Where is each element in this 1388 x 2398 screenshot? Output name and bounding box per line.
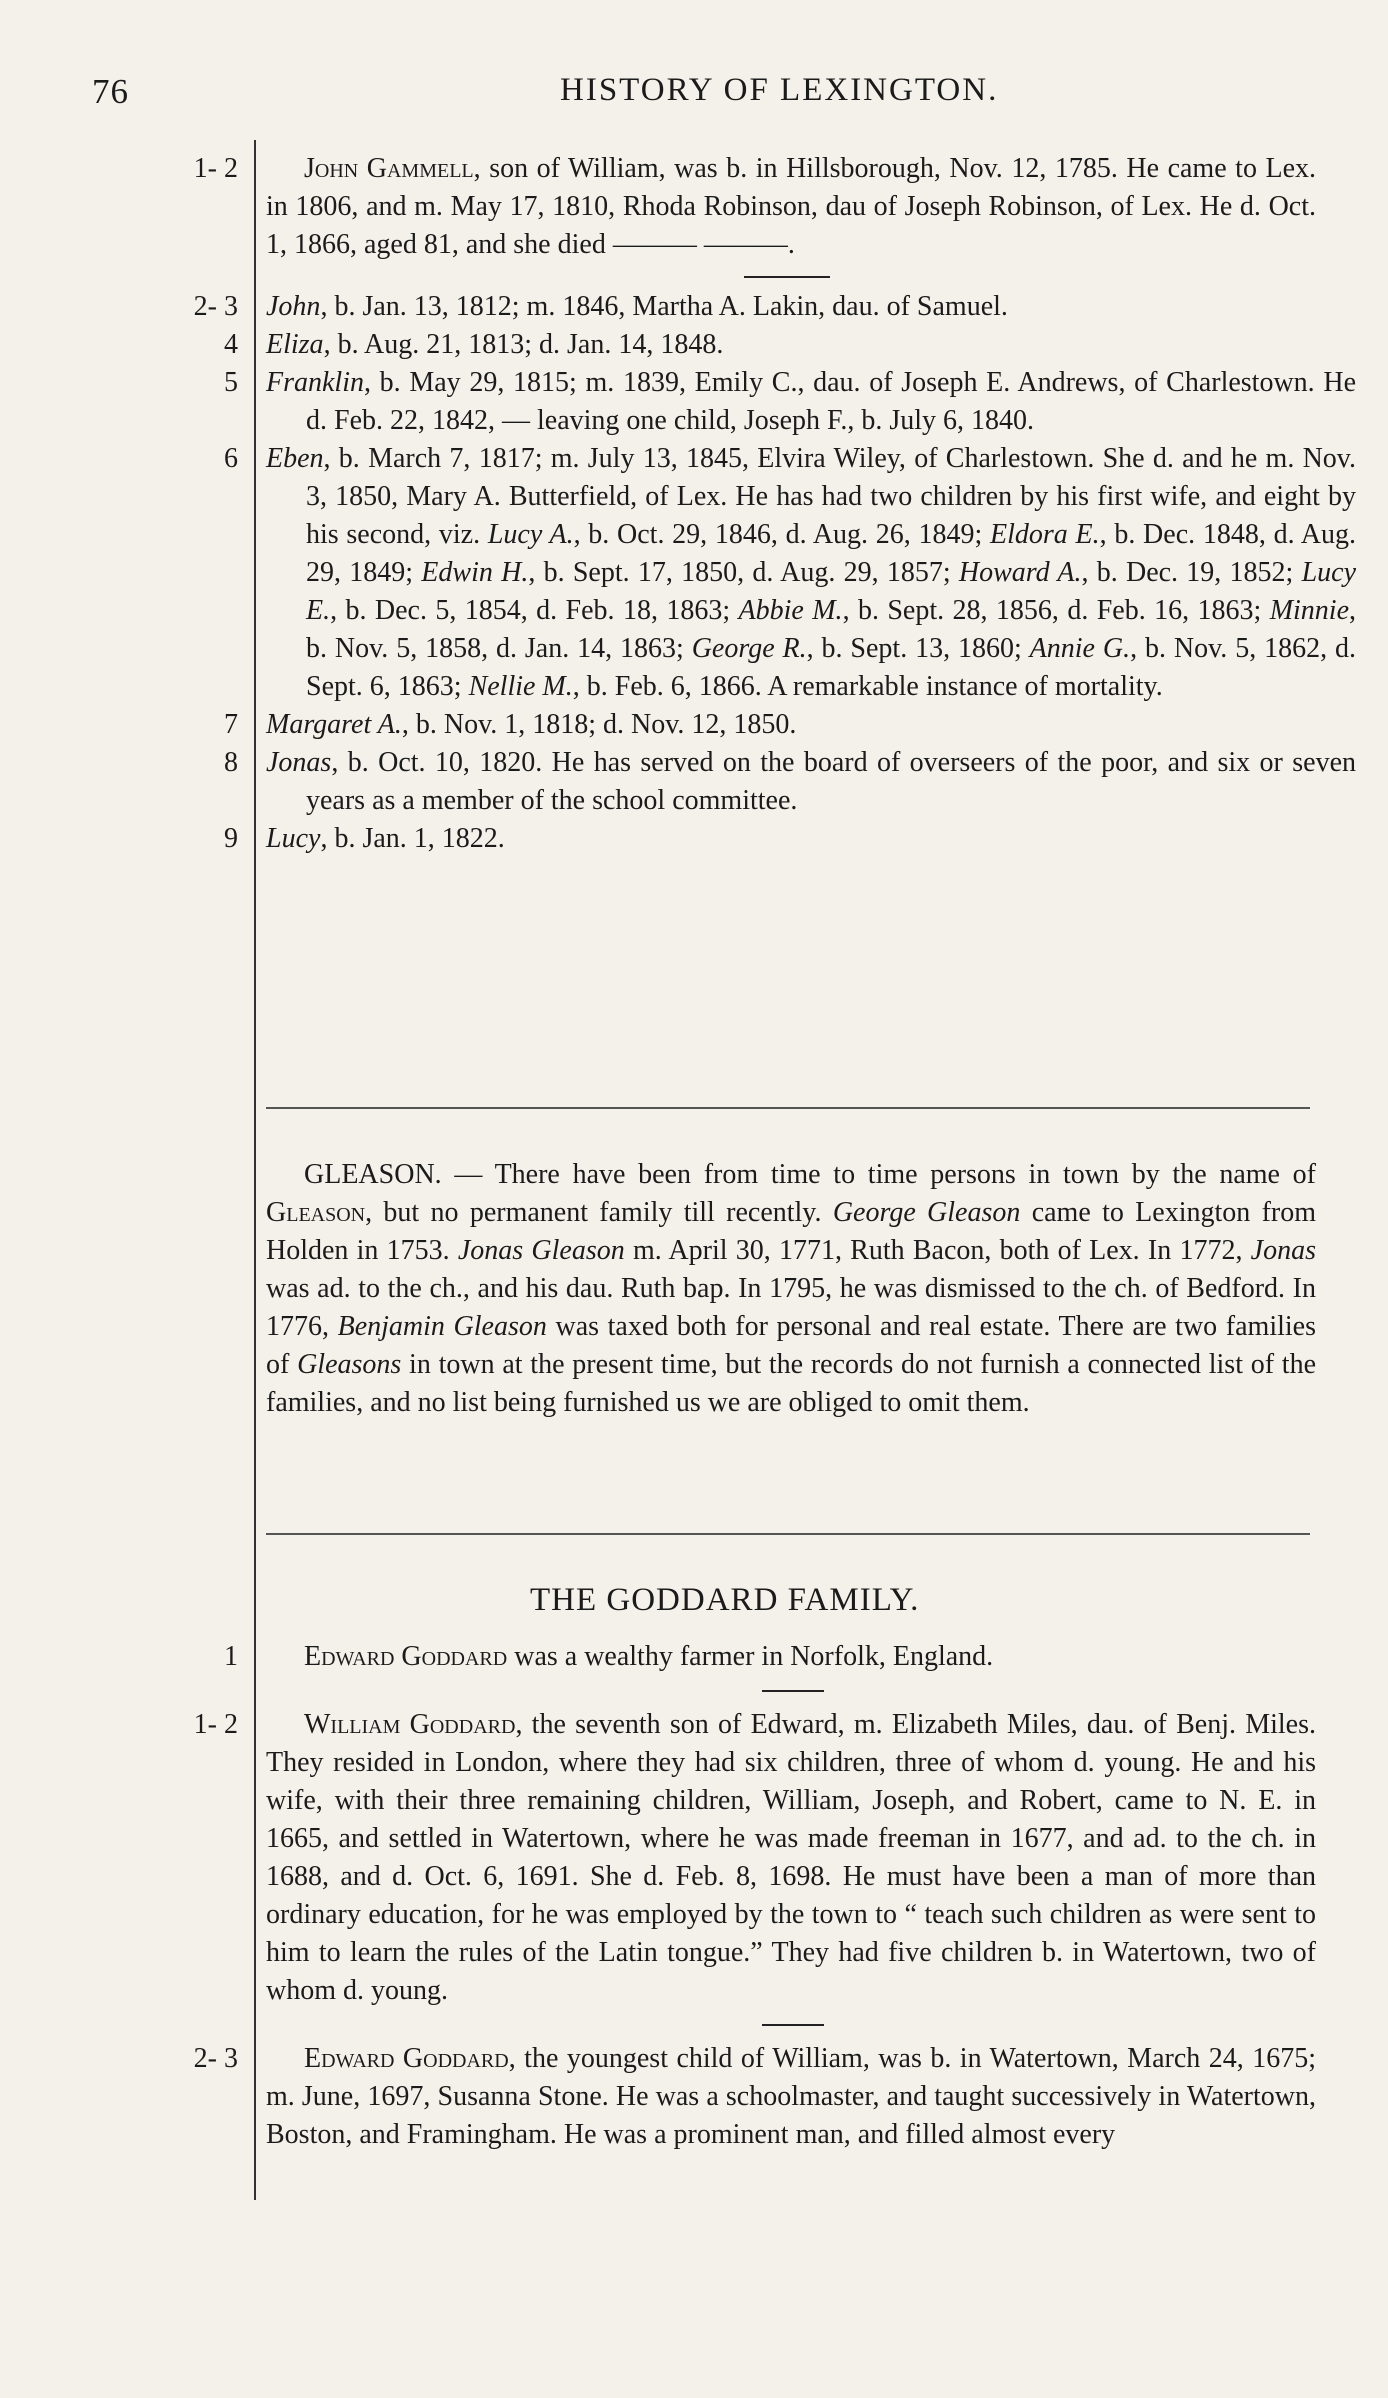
person-name: John xyxy=(266,291,321,322)
generation-number: 6 xyxy=(224,443,238,474)
section-divider xyxy=(266,1107,1310,1109)
gleason-paragraph xyxy=(266,1156,1316,1422)
person-name: John Gammell xyxy=(304,153,474,184)
child-dates: , b. Dec. 19, 1852; xyxy=(1081,557,1302,588)
paragraph-text: m. April 30, 1771, Ruth Bacon, both of Lex. In 1772, xyxy=(624,1235,1251,1266)
entry-body: , b. Jan. 1, 1822. xyxy=(320,823,505,854)
entry-child xyxy=(0,440,1388,706)
paragraph-text: came to Lexington from Holden in 1753. xyxy=(266,1197,1317,1266)
entry-body: , b. Aug. 21, 1813; d. Jan. 14, 1848. xyxy=(323,329,724,360)
entry-body: , b. March 7, 1817; m. July 13, 1845, Elvira Wiley, of Charlestown. She d. and he m. Nov. 3, 1850, Mary A. Butterfield, of Lex. He has had two children by his first wife, and eight by his second, viz. xyxy=(306,443,1356,550)
person-name: Jonas xyxy=(266,747,332,778)
generation-number: 4 xyxy=(224,329,238,360)
child-name: Annie G. xyxy=(1029,633,1131,664)
child-name: Eldora E. xyxy=(990,519,1100,550)
entry-john-gammell xyxy=(0,150,1388,264)
page-header xyxy=(0,72,1388,122)
goddard-section xyxy=(0,1638,1388,2154)
child-dates: , b. Feb. 6, 1866. A remarkable instance of mortality. xyxy=(572,671,1163,702)
child-dates: , b. Sept. 13, 1860; xyxy=(806,633,1030,664)
person-name: Benjamin Gleason xyxy=(337,1311,547,1342)
entry-edward-goddard xyxy=(0,1638,1388,1676)
separator xyxy=(0,2010,1388,2040)
section-title: THE GODDARD FAMILY. xyxy=(530,1582,920,1618)
entry-text xyxy=(266,440,1356,706)
child-dates: , b. Sept. 28, 1856, d. Feb. 16, 1863; xyxy=(842,595,1270,626)
page-number: 76 xyxy=(92,72,129,111)
entry-edward-goddard-jr xyxy=(0,2040,1388,2154)
person-name: Eliza xyxy=(266,329,324,360)
person-name: Jonas Gleason xyxy=(457,1235,625,1266)
entry-body: , the youngest child of William, was b. in Watertown, March 24, 1675; m. June, 1697, Susanna Stone. He was a schoolmaster, and taught successively in Watertown, Boston, and Framingham. He was a prominent man, and filled almost every xyxy=(266,2043,1316,2150)
entry-child xyxy=(0,820,1388,858)
entry-body: , b. Jan. 13, 1812; m. 1846, Martha A. Lakin, dau. of Samuel. xyxy=(320,291,1008,322)
generation-number: 1- 2 xyxy=(193,153,238,184)
generation-number: 1- 2 xyxy=(193,1709,238,1740)
paragraph-text: in town at the present time, but the records do not furnish a connected list of the families, and no list being furnished us we are obliged to omit them. xyxy=(266,1349,1316,1418)
entry-body: , the seventh son of Edward, m. Elizabeth Miles, dau. of Benj. Miles. They resided in London, where they had six children, three of whom d. young. He and his wife, with their three remaining children, William, Joseph, and Robert, came to N. E. in 1665, and settled in Watertown, where he was made freeman in 1677, and ad. to the ch. in 1688, and d. Oct. 6, 1691. She d. Feb. 8, 1698. He must have been a man of more than ordinary education, for he was employed by the town to “ teach such children as were sent to him to learn the rules of the Latin tongue.” They had five children b. in Watertown, two of whom d. young. xyxy=(266,1709,1317,2006)
generation-number: 8 xyxy=(224,747,238,778)
person-name: Eben xyxy=(266,443,324,474)
child-dates: , b. Nov. 5, 1862, d. Sept. 6, 1863; xyxy=(306,633,1356,702)
entry-child xyxy=(0,706,1388,744)
paragraph-text: was taxed both for personal and real estate. There are two families of xyxy=(266,1311,1316,1380)
child-name: Edwin H. xyxy=(421,557,529,588)
short-rule xyxy=(744,276,830,278)
surname: Gleason xyxy=(266,1197,366,1228)
entry-text xyxy=(266,1706,1316,2010)
entry-text xyxy=(266,2040,1316,2154)
person-name: William Goddard xyxy=(304,1709,516,1740)
entry-text xyxy=(266,150,1316,264)
entry-body: , b. Oct. 10, 1820. He has served on the board of overseers of the poor, and six or seven years as a member of the school committee. xyxy=(306,747,1356,816)
child-dates: , b. Sept. 17, 1850, d. Aug. 29, 1857; xyxy=(528,557,959,588)
paragraph-text: was ad. to the ch., and his dau. Ruth bap. In 1795, he was dismissed to the ch. of Bedford. In 1776, xyxy=(266,1273,1316,1342)
gleason-section xyxy=(0,1156,1388,1422)
entry-text xyxy=(266,706,1356,744)
paragraph-text: , but no permanent family till recently. xyxy=(365,1197,833,1228)
child-name: Abbie M. xyxy=(738,595,843,626)
entry-child xyxy=(0,744,1388,820)
entry-child xyxy=(0,326,1388,364)
child-name: Nellie M. xyxy=(468,671,573,702)
child-dates: , b. Dec. 5, 1854, d. Feb. 18, 1863; xyxy=(330,595,739,626)
generation-number: 5 xyxy=(224,367,238,398)
short-rule xyxy=(762,1690,824,1692)
person-name: Jonas xyxy=(1250,1235,1316,1266)
person-name: Edward Goddard xyxy=(304,1641,508,1672)
entry-child xyxy=(0,364,1388,440)
person-name: Franklin xyxy=(266,367,364,398)
entry-text xyxy=(266,326,1356,364)
gammell-section xyxy=(0,150,1388,858)
separator xyxy=(0,264,1388,288)
entry-text xyxy=(266,744,1356,820)
person-name: Margaret A. xyxy=(266,709,402,740)
child-dates: , b. Dec. 1848, d. Aug. 29, 1849; xyxy=(306,519,1356,588)
entry-william-goddard xyxy=(0,1706,1388,2010)
child-name: Minnie xyxy=(1269,595,1349,626)
child-name: Howard A. xyxy=(958,557,1082,588)
generation-number: 7 xyxy=(224,709,238,740)
person-name: Edward Goddard xyxy=(304,2043,509,2074)
child-dates: , b. Oct. 29, 1846, d. Aug. 26, 1849; xyxy=(573,519,990,550)
child-name: Lucy A. xyxy=(487,519,574,550)
entry-body: , b. Nov. 1, 1818; d. Nov. 12, 1850. xyxy=(401,709,797,740)
child-name: Lucy E. xyxy=(306,557,1357,626)
entry-body: , b. May 29, 1815; m. 1839, Emily C., dau. of Joseph E. Andrews, of Charlestown. He d. Feb. 22, 1842, — leaving one child, Joseph F., b. July 6, 1840. xyxy=(306,367,1356,436)
entry-body: was a wealthy farmer in Norfolk, England. xyxy=(507,1641,994,1672)
section-divider xyxy=(266,1533,1310,1535)
entry-text xyxy=(266,364,1356,440)
short-rule xyxy=(762,2024,824,2026)
child-dates: , b. Nov. 5, 1858, d. Jan. 14, 1863; xyxy=(306,595,1356,664)
paragraph-text: There have been from time to time persons in town by the name of xyxy=(494,1159,1316,1190)
generation-number: 2- 3 xyxy=(193,2043,238,2074)
generation-number: 2- 3 xyxy=(193,291,238,322)
entry-text xyxy=(266,820,1356,858)
entry-body: , son of William, was b. in Hillsborough, Nov. 12, 1785. He came to Lex. in 1806, and m. May 17, 1810, Rhoda Robinson, dau of Joseph Robinson, of Lex. He d. Oct. 1, 1866, aged 81, and she died ——— ———. xyxy=(266,153,1317,260)
person-name: Gleasons xyxy=(297,1349,402,1380)
entry-child xyxy=(0,288,1388,326)
generation-number: 1 xyxy=(224,1641,238,1672)
entry-text xyxy=(266,288,1356,326)
generation-number: 9 xyxy=(224,823,238,854)
person-name: George Gleason xyxy=(832,1197,1021,1228)
running-title: HISTORY OF LEXINGTON. xyxy=(560,72,999,108)
child-name: George R. xyxy=(691,633,807,664)
separator xyxy=(0,1676,1388,1706)
entry-text xyxy=(266,1638,1316,1676)
section-lead: GLEASON. — xyxy=(304,1159,495,1190)
person-name: Lucy xyxy=(266,823,321,854)
